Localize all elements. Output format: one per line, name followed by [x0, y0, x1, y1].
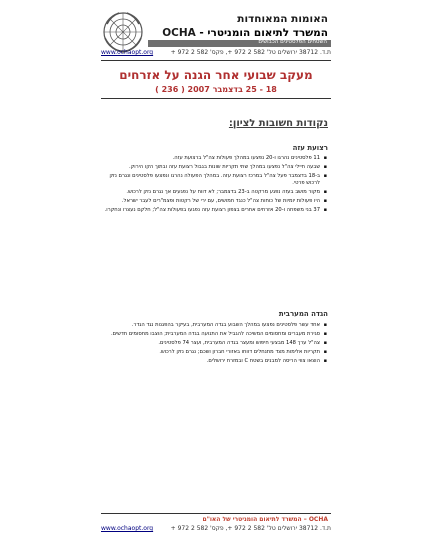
gaza-heading: רצועת עזה — [292, 144, 328, 152]
header-bar — [148, 40, 331, 47]
list-item: ▪ צה"ל ערך 148 מבצעי חיפוש ומעצר בגדה המערבית, ועצר 74 פלסטינים. — [96, 340, 328, 347]
header-org-name: האומות המאוחדות — [237, 13, 328, 25]
list-item: ▪ מקור מושב בעזה נפגע מרקטה ב-23 בדצמבר; לא דווח על נפגעים אך נגרם נזק לרכוש. — [96, 189, 328, 196]
westbank-heading: הגדה המערבית — [278, 310, 328, 318]
list-item: ▪ 11 פלסטינים נהרגו ו-20 נפצעו במהלך פעולות צה"ל ברצועת עזה. — [96, 155, 328, 162]
un-emblem-logo — [101, 10, 145, 54]
header-website-link[interactable]: www.ochaopt.org — [101, 49, 154, 56]
list-item: ▪ הוצאו צווי הריסה למבנים בשטח C ובמזרח ירושלים. — [96, 358, 328, 365]
footer-divider — [101, 513, 331, 514]
footer-website-link[interactable]: www.ochaopt.org — [101, 525, 154, 532]
footer-contact-line — [101, 525, 331, 535]
header-org-subtitle — [162, 27, 328, 39]
header-bar-text: השטחים הפלסטינים הכבושים — [258, 39, 327, 45]
header-divider — [101, 60, 331, 61]
list-item: ▪ ב-18 בדצמבר פעל צה"ל במרכז רצועת עזה. במהלך הפעולה נהרגו ונפצעו פלסטינים ונגרם נזק לרכוש פרטי. — [96, 173, 328, 187]
list-item: ▪ תקריות אלימות מצד מתנחלים דווחו באזורי חברון ושכם; נגרם נזק לרכוש. — [96, 349, 328, 356]
westbank-list — [96, 322, 328, 367]
list-item: ▪ סגירת מעברים ומחסומים המשיכה להגביל את התנועה בגדה המערבית; הוצבו מחסומים חדשים. — [96, 331, 328, 338]
footer-phone-address: ת.ד. 38712 ירושלים טל' 582 2 972 +, פקס' 582 2 972 + — [170, 525, 331, 532]
list-item: ▪ 37 בני משפחה ו-20 אזרחים אחרים בצפון רצועת עזה נפגעו בפעולות צה"ל; חלקם נעצרו ונחקרו. — [96, 207, 328, 214]
header-contact-line — [101, 49, 331, 59]
page-title: מעקב שבועי אחר הגנה על אזרחים — [119, 68, 313, 82]
list-item: ▪ היו פעולות יומיות של כוחות צה"ל כנגד חמושים, עם ירי של רקטות ופצמ"רים לעבר ישראל. — [96, 198, 328, 205]
footer-org-name: OCHA – המשרד לתיאום הומניטרי של האו"ם — [202, 516, 328, 523]
title-divider — [101, 98, 331, 99]
gaza-list — [96, 155, 328, 216]
list-item: ▪ אחד עשר פלסטינים נפצעו במהלך השבוע בגדה המערבית, בעיקר בהפגנות נגד הגדר. — [96, 322, 328, 329]
header-ocha-acronym: OCHA — [162, 27, 196, 39]
header-phone-address: ת.ד. 38712 ירושלים טל' 582 2 972 +, פקס' 582 2 972 + — [170, 49, 331, 56]
list-item: ▪ שבעה חיילי צה"ל נפצעו במהלך שתי תקריות שונות בגבול רצועת עזה ובתוך הקו הירוק. — [96, 164, 328, 171]
header-org-text: המשרד לתיאום הומניטרי - — [199, 27, 328, 39]
section-title: נקודות חשובות לציון: — [228, 118, 328, 129]
page-subtitle: 18 - 25 בדצמבר 2007 ( 236 ) — [155, 85, 277, 94]
